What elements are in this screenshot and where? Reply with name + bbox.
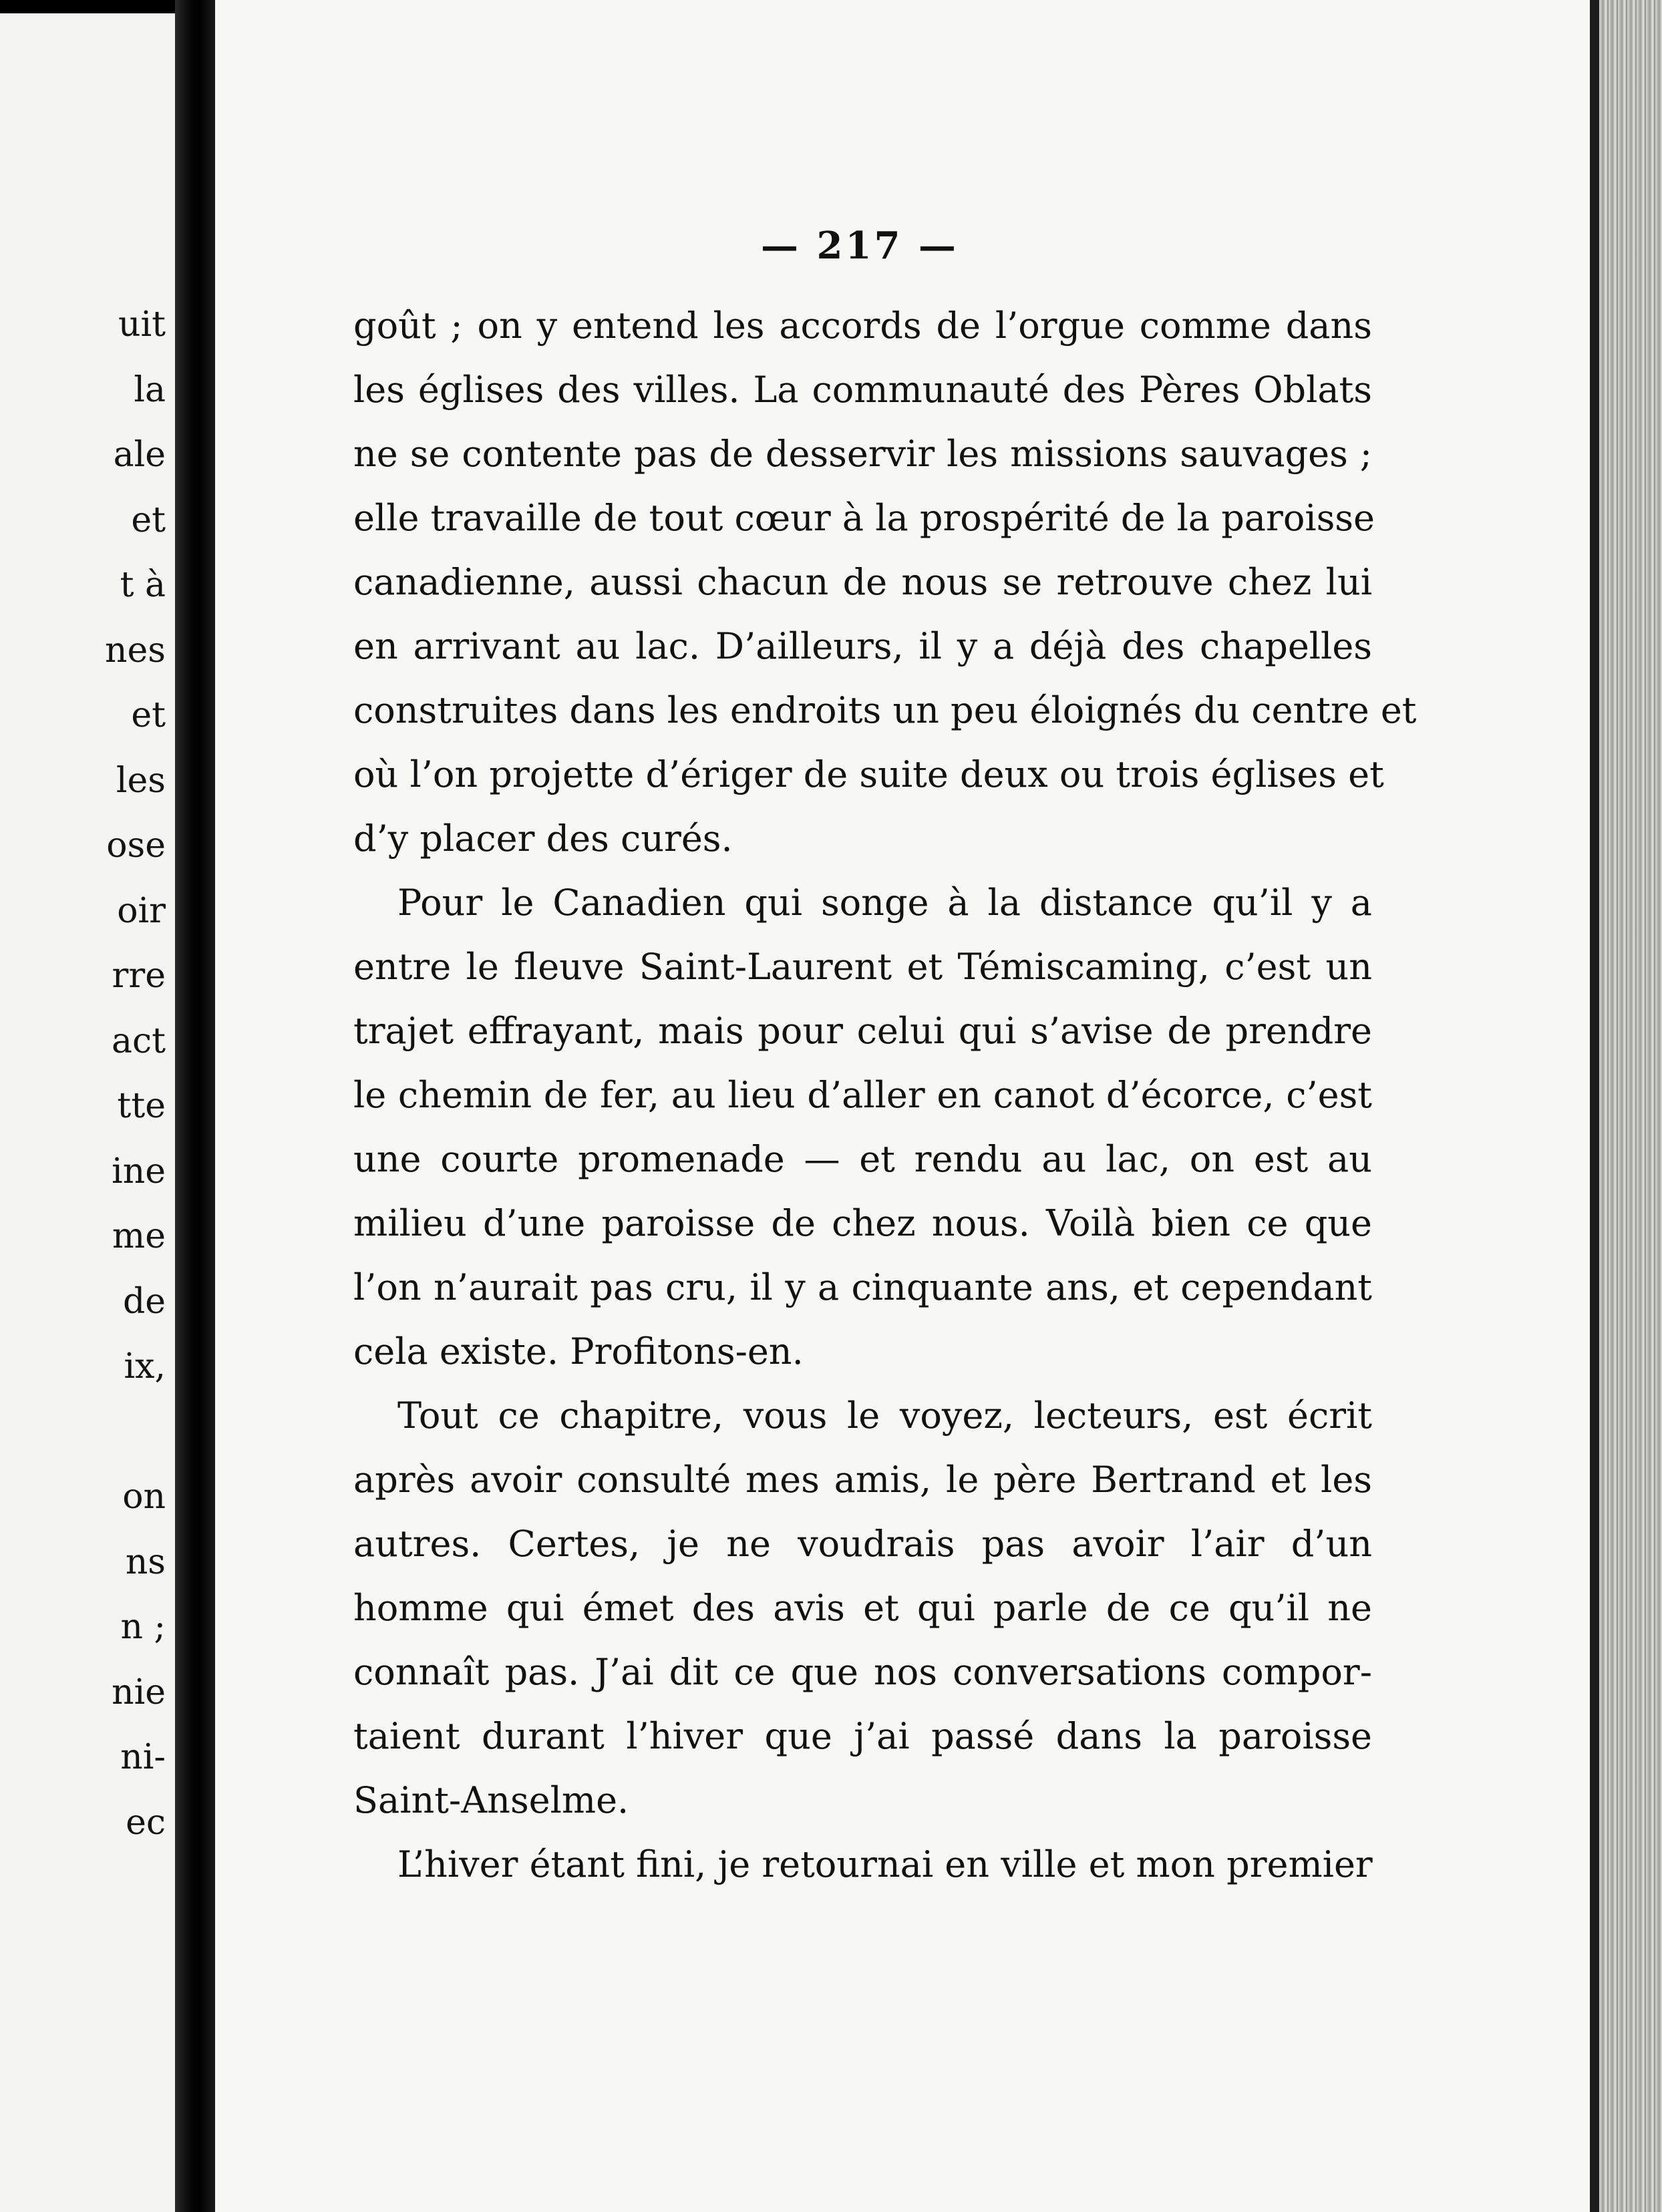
left-page-line-fragment: ni- <box>120 1737 166 1777</box>
text-line: en arrivant au lac. D’ailleurs, il y a déjà des chapelles <box>353 625 1372 667</box>
text-line: taient durant l’hiver que j’ai passé dans la paroisse <box>353 1715 1372 1757</box>
left-page-line-fragment: me <box>112 1216 166 1256</box>
left-page-line-fragment: ec <box>126 1802 166 1843</box>
paragraph <box>353 871 1372 1384</box>
text-line: après avoir consulté mes amis, le père Bertrand et les <box>353 1459 1372 1501</box>
page-number: — 217 — <box>761 224 959 268</box>
text-line: ne se contente pas de desservir les missions sauvages ; <box>353 433 1372 475</box>
left-page-line-fragment: et <box>131 500 166 540</box>
left-facing-page <box>0 13 175 2212</box>
text-line: où l’on projette d’ériger de suite deux ou trois églises et <box>353 753 1384 795</box>
text-line: une courte promenade — et rendu au lac, on est au <box>353 1138 1372 1180</box>
left-page-line-fragment: ns <box>125 1541 166 1582</box>
text-line: milieu d’une paroisse de chez nous. Voilà bien ce que <box>353 1202 1372 1244</box>
text-line: Saint-Anselme. <box>353 1779 629 1821</box>
text-line: Pour le Canadien qui songe à la distance qu’il y a <box>397 882 1372 924</box>
text-line: les églises des villes. La communauté des Pères Oblats <box>353 369 1372 411</box>
paragraph <box>353 1384 1372 1833</box>
text-line: goût ; on y entend les accords de l’orgue comme dans <box>353 305 1372 347</box>
text-line: d’y placer des curés. <box>353 817 733 860</box>
text-line: trajet effrayant, mais pour celui qui s’avise de prendre <box>353 1010 1372 1052</box>
left-page-line-fragment: ale <box>113 435 166 475</box>
left-page-line-fragment: et <box>131 695 166 735</box>
left-page-line-fragment: rre <box>112 956 166 996</box>
page-body-text <box>353 294 1417 1897</box>
left-page-line-fragment: on <box>122 1477 166 1517</box>
left-page-line-fragment: ose <box>106 825 166 866</box>
text-line: le chemin de fer, au lieu d’aller en canot d’écorce, c’est <box>353 1074 1372 1116</box>
text-line: entre le fleuve Saint-Laurent et Témiscaming, c’est un <box>353 946 1372 988</box>
text-line: cela existe. Profitons-en. <box>353 1330 804 1372</box>
text-line: homme qui émet des avis et qui parle de ce qu’il ne <box>353 1587 1372 1629</box>
text-line: canadienne, aussi chacun de nous se retrouve chez lui <box>353 561 1372 603</box>
left-page-line-fragment: t à <box>120 565 166 605</box>
left-page-line-fragment: ine <box>112 1151 166 1191</box>
text-line: construites dans les endroits un peu éloignés du centre et <box>353 689 1417 731</box>
left-page-line-fragment: tte <box>117 1086 166 1126</box>
left-page-line-fragment: uit <box>118 305 166 345</box>
text-line: autres. Certes, je ne voudrais pas avoir l’air d’un <box>353 1523 1372 1565</box>
left-page-line-fragment: de <box>122 1281 166 1322</box>
left-page-line-fragment: nes <box>105 630 166 671</box>
text-line: L’hiver étant fini, je retournai en ville et mon premier <box>397 1843 1373 1885</box>
left-page-line-fragment: n ; <box>120 1607 166 1647</box>
left-page-line-fragment: les <box>116 760 166 801</box>
main-page <box>215 0 1590 2212</box>
left-page-line-fragment: la <box>134 369 166 410</box>
left-page-line-fragment: oir <box>117 890 166 931</box>
text-line: l’on n’aurait pas cru, il y a cinquante ans, et cependant <box>353 1266 1372 1308</box>
paragraph <box>353 1833 1372 1897</box>
text-line: Tout ce chapitre, vous le voyez, lecteurs, est écrit <box>397 1395 1372 1437</box>
book-page-stack-edge <box>1590 0 1662 2212</box>
left-page-line-fragment: ix, <box>124 1346 166 1387</box>
left-page-line-fragment: act <box>111 1021 166 1061</box>
book-gutter <box>175 0 215 2212</box>
text-line: connaît pas. J’ai dit ce que nos conversations compor- <box>353 1651 1372 1693</box>
page-edge-shadow <box>1590 0 1599 2212</box>
left-page-line-fragment: nie <box>112 1672 166 1712</box>
paragraph <box>353 294 1417 871</box>
text-line: elle travaille de tout cœur à la prospérité de la paroisse <box>353 497 1375 539</box>
